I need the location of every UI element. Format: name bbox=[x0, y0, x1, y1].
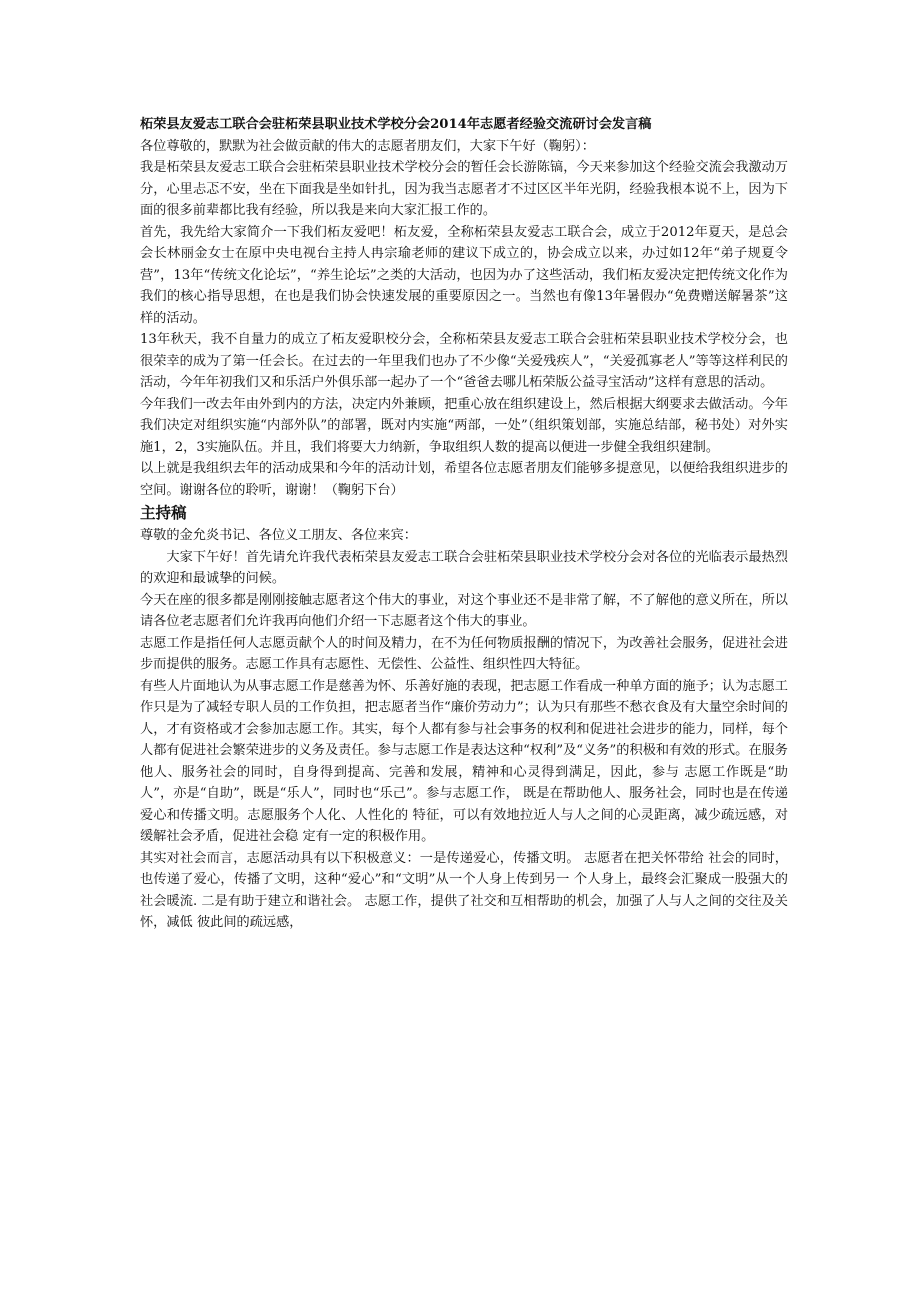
host-greeting: 尊敬的金允炎书记、各位义工朋友、各位来宾： bbox=[140, 528, 417, 543]
document-page bbox=[140, 114, 788, 934]
speech-paragraph: 今年我们一改去年由外到内的方法，决定内外兼顾，把重心放在组织建设上，然后根据大纲要求去做活动。今年我们决定对组织实施“内部外队”的部署，既对内实施“两部，一处”（组织策划部，实施总结部，秘书处）对外实施1，2，3实施队伍。并且，我们将要大力纳新，争取组织人数的提高以便进一步健全我组织建制。 bbox=[140, 396, 788, 455]
speech-paragraph: 首先，我先给大家简介一下我们柘友爱吧！柘友爱，全称柘荣县友爱志工联合会，成立于2012年夏天，是总会会长林丽金女士在原中央电视台主持人冉宗瑜老师的建议下成立的，协会成立以来，办过如12年“弟子规夏令营”，13年“传统文化论坛”，“养生论坛”之类的大活动，也因为办了这些活动，我们柘友爱决定把传统文化作为我们的核心指导思想，在也是我们协会快速发展的重要原因之一。当然也有像13年暑假办“免费赠送解暑茶”这样的活动。 bbox=[140, 224, 788, 326]
host-script-heading: 主持稿 bbox=[140, 504, 187, 522]
host-paragraph: 有些人片面地认为从事志愿工作是慈善为怀、乐善好施的表现，把志愿工作看成一种单方面的施予；认为志愿工作只是为了减轻专职人员的工作负担，把志愿者当作“廉价劳动力”；认为只有那些不愁衣食及有大量空余时间的人，才有资格或才会参加志愿工作。其实，每个人都有参与社会事务的权利和促进社会进步的能力，同样，每个人都有促进社会繁荣进步的义务及责任。参与志愿工作是表达这种“权利”及“义务”的积极和有效的形式。在服务 他人、服务社会的同时，自身得到提高、完善和发展，精神和心灵得到满足，因此，参与 志愿工作既是“助人”，亦是“自助”，既是“乐人”，同时也“乐己”。参与志愿工作， 既是在帮助他人、服务社会，同时也是在传递爱心和传播文明。志愿服务个人化、人性化的 特征，可以有效地拉近人与人之间的心灵距离，减少疏远感，对缓解社会矛盾，促进社会稳 定有一定的积极作用。 bbox=[140, 678, 788, 844]
host-paragraph: 其实对社会而言，志愿活动具有以下积极意义：一是传递爱心，传播文明。 志愿者在把关怀带给 社会的同时，也传递了爱心，传播了文明，这种“爱心”和“文明”从一个人身上传到另一 个人身上，最终会汇聚成一股强大的社会暖流. 二是有助于建立和谐社会。 志愿工作，提供了社交和互相帮助的机会，加强了人与人之间的交往及关怀，减低 彼此间的疏远感， bbox=[140, 850, 788, 930]
host-paragraph: 今天在座的很多都是刚刚接触志愿者这个伟大的事业，对这个事业还不是非常了解，不了解他的意义所在，所以请各位老志愿者们允许我再向他们介绍一下志愿者这个伟大的事业。 bbox=[140, 592, 788, 629]
speech-paragraph: 我是柘荣县友爱志工联合会驻柘荣县职业技术学校分会的暂任会长游陈镐，今天来参加这个经验交流会我激动万分，心里忐忑不安，坐在下面我是坐如针扎，因为我当志愿者才不过区区半年光阴，经验我根本说不上，因为下面的很多前辈都比我有经验，所以我是来向大家汇报工作的。 bbox=[140, 160, 788, 218]
document-title: 柘荣县友爱志工联合会驻柘荣县职业技术学校分会2014年志愿者经验交流研讨会发言稿 bbox=[140, 117, 652, 132]
host-welcome: 大家下午好！首先请允许我代表柘荣县友爱志工联合会驻柘荣县职业技术学校分会对各位的光临表示最热烈的欢迎和最诚挚的问候。 bbox=[140, 549, 788, 586]
host-paragraph: 志愿工作是指任何人志愿贡献个人的时间及精力，在不为任何物质报酬的情况下，为改善社会服务，促进社会进步而提供的服务。志愿工作具有志愿性、无偿性、公益性、组织性四大特征。 bbox=[140, 635, 788, 672]
speech-paragraph: 13年秋天，我不自量力的成立了柘友爱职校分会，全称柘荣县友爱志工联合会驻柘荣县职业技术学校分会，也很荣幸的成为了第一任会长。在过去的一年里我们也办了不少像“关爱残疾人”，“关爱孤寡老人”等等这样利民的活动，今年年初我们又和乐活户外俱乐部一起办了一个“爸爸去哪儿柘荣版公益寻宝活动”这样有意思的活动。 bbox=[140, 332, 788, 390]
speech-paragraph: 各位尊敬的，默默为社会做贡献的伟大的志愿者朋友们，大家下午好（鞠躬）： bbox=[140, 138, 595, 154]
speech-paragraph: 以上就是我组织去年的活动成果和今年的活动计划，希望各位志愿者朋友们能够多提意见，以便给我组织进步的空间。谢谢各位的聆听，谢谢！（鞠躬下台） bbox=[140, 461, 788, 498]
